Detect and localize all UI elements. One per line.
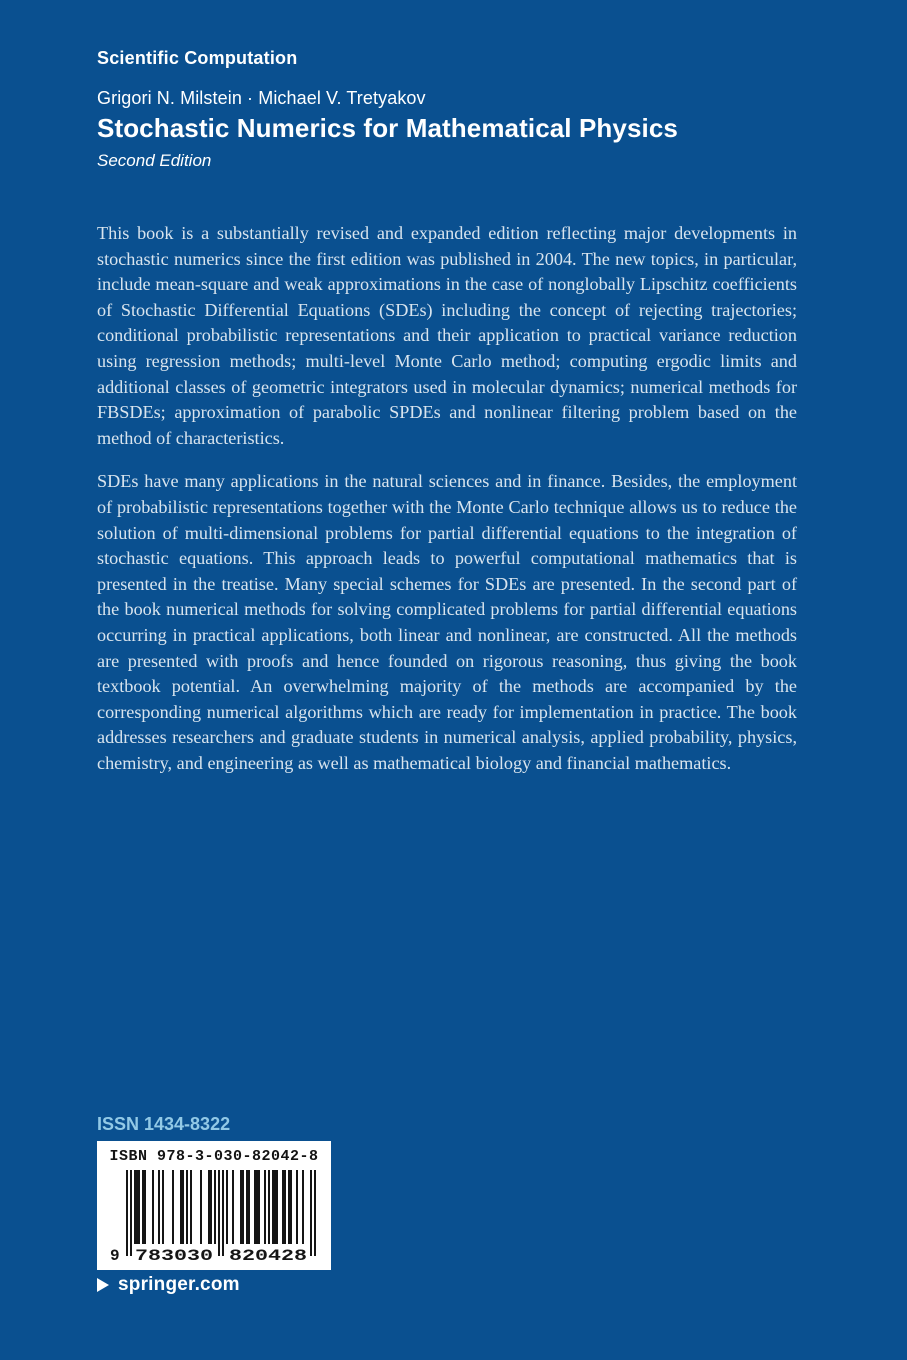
book-title: Stochastic Numerics for Mathematical Physics: [97, 113, 678, 143]
synopsis-paragraph-1: This book is a substantially revised and expanded edition reflecting major developments in stochastic numerics since the first edition was published in 2004. The new topics, in particular, include mean-square and weak approximations in the case of nonglobally Lipschitz coefficients of Stochastic Differential Equations (SDEs) including the concept of rejecting trajectories; conditional probabilistic representations and their application to practical variance reduction using regression methods; multi-level Monte Carlo method; computing ergodic limits and additional classes of geometric integrators used in molecular dynamics; numerical methods for FBSDEs; approximation of parabolic SPDEs and nonlinear filtering problem based on the method of characteristics.: [97, 223, 797, 448]
isbn-label: ISBN 978-3-030-82042-8: [109, 1148, 319, 1165]
ean13-barcode-icon: [108, 1170, 320, 1267]
edition-label: Second Edition: [97, 151, 212, 170]
svg-text:820428: 820428: [229, 1247, 307, 1262]
publisher-url: springer.com: [118, 1274, 240, 1295]
arrow-right-icon: [97, 1278, 109, 1292]
svg-text:783030: 783030: [135, 1247, 213, 1262]
authors: Grigori N. Milstein · Michael V. Tretyakov: [97, 88, 426, 108]
svg-text:9: 9: [110, 1247, 120, 1262]
publisher-line: [97, 1274, 240, 1296]
issn-label: ISSN 1434-8322: [97, 1114, 231, 1134]
synopsis: [97, 221, 797, 794]
synopsis-paragraph-2: SDEs have many applications in the natural sciences and in finance. Besides, the employment of probabilistic representations together with the Monte Carlo technique allows us to reduce the solution of multi-dimensional problems for partial differential equations to the integration of stochastic equations. This approach leads to powerful computational mathematics that is presented in the treatise. Many special schemes for SDEs are presented. In the second part of the book numerical methods for solving complicated problems for partial differential equations occurring in practical applications, both linear and nonlinear, are constructed. All the methods are presented with proofs and hence founded on rigorous reasoning, thus giving the book textbook potential. An overwhelming majority of the methods are accompanied by the corresponding numerical algorithms which are ready for implementation in practice. The book addresses researchers and graduate students in numerical analysis, applied probability, physics, chemistry, and engineering as well as mathematical biology and financial mathematics.: [97, 471, 797, 773]
series-name: Scientific Computation: [97, 48, 298, 68]
isbn-barcode-panel: [97, 1141, 331, 1270]
